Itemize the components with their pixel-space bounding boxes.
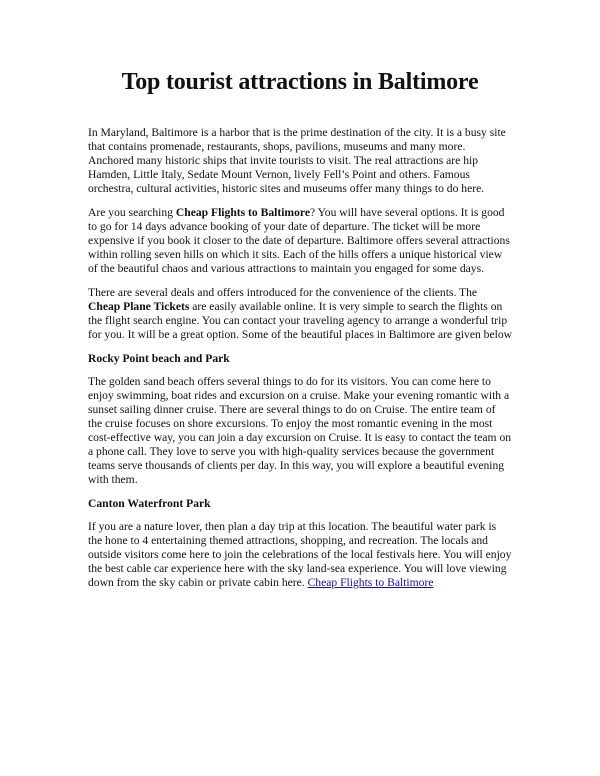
canton-text: If you are a nature lover, then plan a day trip at this location. The beautiful water park is the hone to 4 entertaining themed attractions, shopping, and recreation. The locals and outside visitors come here to join the celebrations of the local festivals here. You will enjoy the best cable car experience here with the sky land-sea experience. You will love viewing down from the sky cabin or private cabin here. [88, 520, 512, 589]
deals-text-end: are easily available online. It is very simple to search the flights on the flight search engine. You can contact your traveling agency to arrange a wonderful trip for you. It will be a great option. Some of the beautiful places in Baltimore are given below [88, 300, 513, 341]
deals-text-start: There are several deals and offers introduced for the convenience of the clients. The [88, 286, 478, 299]
cheap-flights-keyword: Cheap Flights to Baltimore [175, 206, 310, 219]
booking-paragraph [88, 206, 512, 276]
cheap-plane-tickets-keyword: Cheap Plane Tickets [88, 300, 190, 313]
section-heading-rocky-point: Rocky Point beach and Park [88, 352, 230, 365]
page-title: Top tourist attractions in Baltimore [121, 69, 479, 95]
canton-waterfront-paragraph [88, 520, 512, 590]
intro-paragraph: In Maryland, Baltimore is a harbor that is the prime destination of the city. It is a busy site that contains promenade, restaurants, shops, pavilions, museums and many more. Anchored many historic ships that invite tourists to visit. The real attractions are hip Hamden, Little Italy, Sedate Mount Vernon, lively Fell’s Point and others. Famous orchestra, cultural activities, historic sites and museums offer many things to do here. [88, 126, 506, 195]
booking-text-end: ? You will have several options. It is good to go for 14 days advance booking of your date of departure. The ticket will be more expensive if you book it closer to the date of departure. Baltimore offers several attractions within rolling seven hills on which it sits. Each of the hills offers a unique historical view of the beautiful chaos and various attractions to maintain you engaged for some days. [88, 206, 510, 275]
cheap-flights-link[interactable]: Cheap Flights to Baltimore [307, 576, 434, 589]
section-heading-canton-waterfront: Canton Waterfront Park [88, 497, 211, 510]
booking-text-start: Are you searching [88, 206, 176, 219]
rocky-point-paragraph: The golden sand beach offers several things to do for its visitors. You can come here to enjoy swimming, boat rides and excursion on a cruise. Make your evening romantic with a sunset sailing dinner cruise. There are several things to do on Cruise. The entire team of the cruise focuses on shore excursions. To enjoy the most romantic evening in the most cost-effective way, you can join a day excursion on Cruise. It is easy to contact the team on a phone call. They love to serve you with high-quality services because the government teams serve thousands of clients per day. In this way, you will explore a beautiful evening with them. [88, 375, 512, 486]
deals-paragraph [88, 286, 512, 342]
